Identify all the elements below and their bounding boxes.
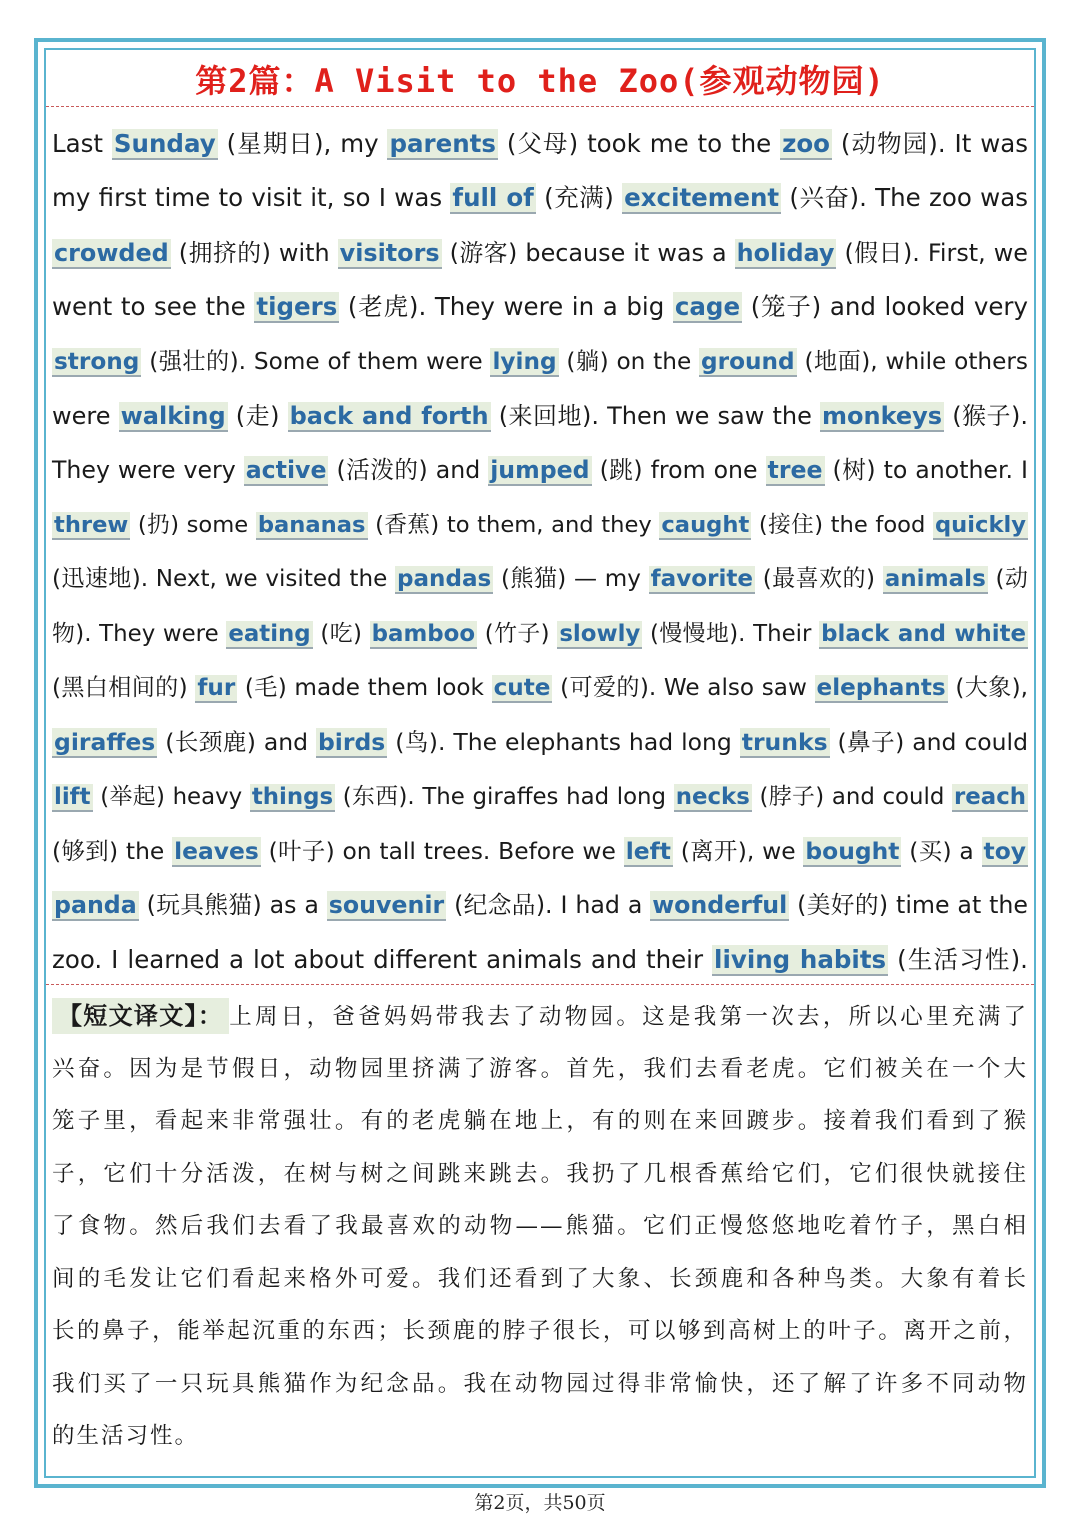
translation-sentence: 笼子里，看起来非常强壮。有的老虎躺在地上，有的则在来回踱步。接着我们看到了猴 <box>52 1108 1028 1134</box>
passage-text <box>52 117 1028 987</box>
passage-segment: (地面), while others <box>796 347 1028 375</box>
passage-line <box>52 770 1028 824</box>
passage-segment: (美好的) time at the <box>789 891 1029 920</box>
translation-line <box>52 1095 1028 1148</box>
vocab-highlight: living habits <box>714 944 887 974</box>
passage-segment: (笼子) and looked very <box>742 292 1028 322</box>
passage-line <box>52 552 1028 606</box>
vocab-highlight: leaves <box>174 837 259 866</box>
translation-line <box>52 1043 1028 1096</box>
passage-segment: (离开), we <box>672 837 804 866</box>
passage-segment: (来回地). Then we saw the <box>490 401 820 430</box>
passage-line <box>52 171 1028 225</box>
passage-segment: (树) to another. I <box>824 456 1028 485</box>
passage-segment: (香蕉) to them, and they <box>367 511 660 538</box>
page-number: 第2页，共50页 <box>474 1492 606 1514</box>
passage-segment: (纪念品). I had a <box>446 891 651 920</box>
vocab-highlight: things <box>251 783 334 810</box>
vocab-highlight: panda <box>54 891 137 920</box>
vocab-highlight: lift <box>54 783 91 810</box>
vocab-highlight: quickly <box>934 511 1026 538</box>
passage-segment: (够到) the <box>52 837 173 866</box>
translation-line <box>52 1148 1028 1201</box>
translation-line <box>52 1358 1028 1411</box>
vocab-highlight: cage <box>674 292 741 322</box>
passage-segment: (玩具熊猫) as a <box>138 891 327 920</box>
translation-divider <box>46 984 1034 985</box>
passage-segment: my first time to visit it, so I was <box>52 183 451 213</box>
title-divider <box>46 106 1034 107</box>
vocab-highlight: tigers <box>256 292 338 322</box>
passage-segment: 物). They were <box>52 620 227 647</box>
vocab-highlight: threw <box>54 511 129 538</box>
passage-segment: zoo. I learned a lot about different animals and their <box>52 944 713 974</box>
passage-segment: (举起) heavy <box>92 783 250 810</box>
vocab-highlight: caught <box>661 511 750 538</box>
vocab-highlight: zoo <box>782 129 831 158</box>
passage-segment: (慢慢地). Their <box>642 620 820 647</box>
passage-segment: (可爱的). We also saw <box>552 674 815 701</box>
passage-segment: (扔) some <box>130 511 256 538</box>
passage-segment: (强壮的). Some of them were <box>141 347 491 375</box>
vocab-highlight: pandas <box>396 566 492 593</box>
vocab-highlight: left <box>625 837 671 866</box>
passage-line <box>52 389 1028 443</box>
vocab-highlight: Sunday <box>113 129 216 158</box>
translation-line <box>52 1305 1028 1358</box>
passage-line <box>52 607 1028 661</box>
vocab-highlight: necks <box>675 783 750 810</box>
passage-segment: (星期日), my <box>217 129 388 158</box>
passage-segment: (假日). First, we <box>836 238 1028 267</box>
translation-sentence: 子，它们十分活泼，在树与树之间跳来跳去。我扔了几根香蕉给它们，它们很快就接住 <box>52 1160 1028 1187</box>
passage-segment: (充满) <box>535 183 623 213</box>
passage-line <box>52 715 1028 769</box>
passage-line <box>52 280 1028 334</box>
vocab-highlight: monkeys <box>821 401 943 430</box>
translation-sentence: 上周日，爸爸妈妈带我去了动物园。这是我第一次去，所以心里充满了 <box>229 1004 1029 1030</box>
vocab-highlight: eating <box>228 620 311 647</box>
passage-segment: (叶子) on tall trees. Before we <box>260 837 624 866</box>
vocab-highlight: bought <box>805 837 900 866</box>
passage-segment: (最喜欢的) <box>755 566 883 593</box>
vocab-highlight: parents <box>389 129 496 158</box>
passage-line <box>52 443 1028 497</box>
passage-segment: (走) <box>227 401 288 430</box>
passage-segment: (生活习性). <box>888 944 1028 974</box>
passage-segment: went to see the <box>52 292 255 322</box>
vocab-highlight: active <box>245 456 327 485</box>
vocab-highlight: strong <box>54 347 140 375</box>
translation-sentence: 间的毛发让它们看起来格外可爱。我们还看到了大象、长颈鹿和各种鸟类。大象有着长 <box>52 1265 1028 1292</box>
passage-segment: (竹子) <box>477 620 558 647</box>
translation-line <box>52 990 1028 1043</box>
passage-line <box>52 226 1028 280</box>
passage-title: 第2篇：A Visit to the Zoo(参观动物园) <box>195 62 885 100</box>
vocab-highlight: cute <box>493 674 551 701</box>
passage-segment: (大象), <box>947 674 1028 701</box>
translation-line <box>52 1410 1028 1463</box>
vocab-highlight: fur <box>197 674 236 701</box>
vocab-highlight: tree <box>767 456 823 485</box>
vocab-highlight: back and forth <box>289 401 489 430</box>
vocab-highlight: animals <box>884 566 986 593</box>
vocab-highlight: giraffes <box>54 728 156 757</box>
passage-line <box>52 824 1028 878</box>
translation-line <box>52 1253 1028 1306</box>
passage-segment: (吃) <box>312 620 370 647</box>
passage-segment: (游客) because it was a <box>441 238 735 267</box>
vocab-highlight: jumped <box>490 456 590 485</box>
translation-line <box>52 1200 1028 1253</box>
passage-segment: (动物园). It was <box>832 129 1029 158</box>
vocab-highlight: ground <box>701 347 795 375</box>
translation-sentence: 长的鼻子，能举起沉重的东西；长颈鹿的脖子很长，可以够到高树上的叶子。离开之前， <box>52 1318 1028 1344</box>
passage-segment: (鸟). The elephants had long <box>387 728 740 757</box>
passage-segment: Last <box>52 129 112 158</box>
passage-segment: (活泼的) and <box>328 456 489 485</box>
passage-segment: (接住) the food <box>751 511 933 538</box>
vocab-highlight: toy <box>983 837 1026 866</box>
passage-line <box>52 335 1028 389</box>
passage-segment: (脖子) and could <box>751 783 953 810</box>
vocab-highlight: lying <box>492 347 557 375</box>
vocab-highlight: holiday <box>736 238 835 267</box>
vocab-highlight: trunks <box>741 728 828 757</box>
passage-segment: (拥挤的) with <box>170 238 338 267</box>
translation-sentence: 兴奋。因为是节假日，动物园里挤满了游客。首先，我们去看老虎。它们被关在一个大 <box>52 1055 1028 1082</box>
vocab-highlight: crowded <box>54 238 169 267</box>
translation-text <box>52 990 1028 1463</box>
passage-segment: (动 <box>987 566 1028 593</box>
vocab-highlight: visitors <box>339 238 440 267</box>
passage-segment: (毛) made them look <box>237 674 492 701</box>
passage-segment: (老虎). They were in a big <box>339 292 673 322</box>
vocab-highlight: reach <box>954 783 1026 810</box>
passage-segment: (跳) from one <box>591 456 766 485</box>
passage-line <box>52 498 1028 552</box>
vocab-highlight: wonderful <box>652 891 788 920</box>
translation-sentence: 了食物。然后我们去看了我最喜欢的动物——熊猫。它们正慢悠悠地吃着竹子，黑白相 <box>52 1213 1028 1239</box>
translation-label: 【短文译文】： <box>52 998 229 1034</box>
passage-line <box>52 933 1028 987</box>
passage-segment: (买) a <box>901 837 982 866</box>
passage-segment: (躺) on the <box>558 347 700 375</box>
passage-segment: (兴奋). The zoo was <box>781 183 1028 213</box>
passage-segment: were <box>52 401 119 430</box>
passage-segment: (父母) took me to the <box>497 129 781 158</box>
passage-segment: (长颈鹿) and <box>157 728 316 757</box>
passage-segment: They were very <box>52 456 244 485</box>
passage-segment: (鼻子) and could <box>829 728 1028 757</box>
vocab-highlight: excitement <box>624 183 780 213</box>
vocab-highlight: elephants <box>816 674 946 701</box>
passage-segment: (迅速地). Next, we visited the <box>52 566 395 593</box>
vocab-highlight: black and white <box>821 620 1027 647</box>
passage-line <box>52 661 1028 715</box>
passage-segment: (熊猫) — my <box>493 566 649 593</box>
vocab-highlight: bananas <box>257 511 366 538</box>
passage-line <box>52 878 1028 932</box>
vocab-highlight: souvenir <box>328 891 445 920</box>
passage-segment: (东西). The giraffes had long <box>335 783 674 810</box>
vocab-highlight: slowly <box>559 620 641 647</box>
vocab-highlight: full of <box>452 183 534 213</box>
vocab-highlight: walking <box>120 401 226 430</box>
vocab-highlight: favorite <box>650 566 754 593</box>
vocab-highlight: birds <box>317 728 386 757</box>
vocab-highlight: bamboo <box>371 620 476 647</box>
translation-sentence: 我们买了一只玩具熊猫作为纪念品。我在动物园过得非常愉快，还了解了许多不同动物 <box>52 1370 1028 1397</box>
passage-segment: (黑白相间的) <box>52 674 196 701</box>
passage-line <box>52 117 1028 171</box>
passage-segment: (猴子). <box>944 401 1028 430</box>
translation-sentence: 的生活习性。 <box>52 1423 200 1449</box>
